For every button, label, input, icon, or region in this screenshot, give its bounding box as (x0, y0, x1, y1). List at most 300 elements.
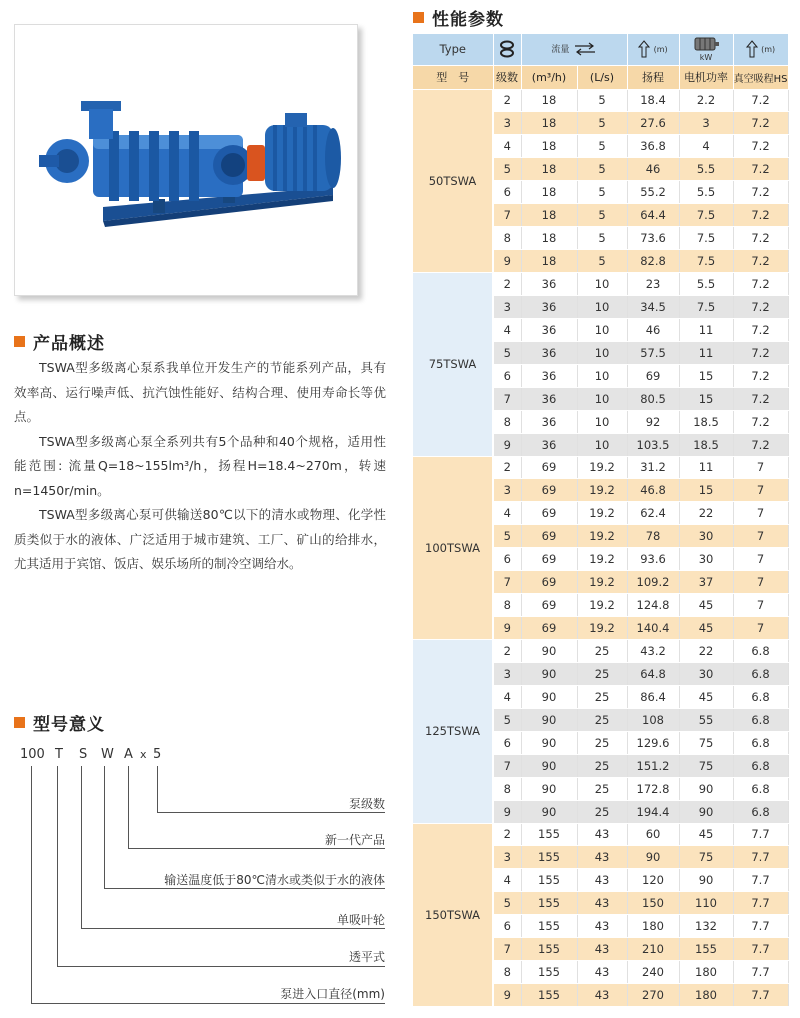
model-label: 输送温度低于80℃清水或类似于水的液体 (164, 873, 385, 887)
table-cell: 75 (679, 731, 733, 754)
code-part: 5 (153, 747, 162, 762)
table-cell: 2 (493, 640, 521, 663)
table-cell: 55.2 (627, 181, 679, 204)
motor-icon (692, 36, 720, 52)
table-cell: 7 (493, 938, 521, 961)
table-cell: 5 (493, 341, 521, 364)
table-cell: 43 (577, 846, 627, 869)
table-cell: 5 (577, 135, 627, 158)
table-cell: 7.7 (733, 869, 788, 892)
table-cell: 27.6 (627, 112, 679, 135)
table-cell: 43.2 (627, 640, 679, 663)
flow-arrows-icon (573, 41, 597, 57)
leader-line (81, 766, 82, 929)
table-cell: 25 (577, 708, 627, 731)
table-cell: 25 (577, 640, 627, 663)
table-cell: 18 (521, 89, 577, 112)
leader-line (128, 848, 385, 849)
table-cell: 124.8 (627, 594, 679, 617)
table-cell: 7.2 (733, 364, 788, 387)
table-cell: 18 (521, 158, 577, 181)
model-cell: 75TSWA (413, 273, 493, 457)
table-cell: 18 (521, 112, 577, 135)
table-cell: 7.2 (733, 341, 788, 364)
table-cell: 11 (679, 341, 733, 364)
table-cell: 25 (577, 800, 627, 823)
heading-marker-icon (413, 12, 424, 23)
leader-line (31, 1003, 385, 1004)
table-cell: 7.2 (733, 433, 788, 456)
table-cell: 80.5 (627, 387, 679, 410)
table-cell: 150 (627, 892, 679, 915)
table-row (413, 823, 788, 846)
table-cell: 55 (679, 708, 733, 731)
table-cell: 69 (521, 571, 577, 594)
table-cell: 18.5 (679, 410, 733, 433)
table-cell: 19.2 (577, 571, 627, 594)
table-cell: 6.8 (733, 731, 788, 754)
table-cell: 9 (493, 250, 521, 273)
table-cell: 7 (733, 594, 788, 617)
table-cell: 240 (627, 961, 679, 984)
table-cell: 8 (493, 961, 521, 984)
leader-line (81, 928, 385, 929)
table-cell: 46.8 (627, 479, 679, 502)
table-cell: 6 (493, 364, 521, 387)
table-cell: 2 (493, 823, 521, 846)
table-cell: 140.4 (627, 617, 679, 640)
code-part: x (140, 748, 147, 761)
table-cell: 7 (733, 502, 788, 525)
table-cell: 5 (577, 250, 627, 273)
table-cell: 7.7 (733, 938, 788, 961)
table-cell: 90 (521, 754, 577, 777)
table-cell: 3 (493, 112, 521, 135)
table-cell: 36 (521, 410, 577, 433)
leader-line (57, 766, 58, 967)
code-part: T (55, 747, 63, 762)
table-cell: 7.7 (733, 892, 788, 915)
table-cell: 18.5 (679, 433, 733, 456)
table-cell: 6 (493, 548, 521, 571)
table-cell: 82.8 (627, 250, 679, 273)
table-cell: 18 (521, 227, 577, 250)
table-cell: 43 (577, 915, 627, 938)
table-cell: 194.4 (627, 800, 679, 823)
table-cell: 69 (521, 456, 577, 479)
column-header: 型 号 (413, 65, 493, 89)
table-cell: 62.4 (627, 502, 679, 525)
table-cell: 155 (679, 938, 733, 961)
table-cell: 90 (679, 800, 733, 823)
table-cell: 22 (679, 640, 733, 663)
table-cell: 210 (627, 938, 679, 961)
table-cell: 36.8 (627, 135, 679, 158)
table-cell: 73.6 (627, 227, 679, 250)
table-cell: 90 (679, 869, 733, 892)
table-cell: 10 (577, 433, 627, 456)
table-cell: 5 (577, 181, 627, 204)
table-cell: 7 (493, 571, 521, 594)
table-cell: 90 (521, 685, 577, 708)
table-cell: 9 (493, 617, 521, 640)
table-cell: 19.2 (577, 548, 627, 571)
table-cell: 7 (733, 617, 788, 640)
table-cell: 90 (521, 662, 577, 685)
table-cell: 36 (521, 364, 577, 387)
table-cell: 7.7 (733, 915, 788, 938)
table-cell: 15 (679, 387, 733, 410)
table-cell: 155 (521, 892, 577, 915)
leader-line (104, 766, 105, 889)
table-cell: 2 (493, 273, 521, 296)
table-cell: 18 (521, 250, 577, 273)
table-cell: 25 (577, 777, 627, 800)
table-cell: 10 (577, 341, 627, 364)
table-cell: 11 (679, 318, 733, 341)
table-cell: 5 (493, 525, 521, 548)
performance-heading: 性能参数 (413, 5, 504, 30)
table-cell: 7.2 (733, 318, 788, 341)
table-cell: 2 (493, 89, 521, 112)
pump-illustration (33, 95, 343, 235)
table-cell: 69 (521, 479, 577, 502)
table-cell: 6 (493, 915, 521, 938)
table-cell: 90 (521, 777, 577, 800)
table-cell: 37 (679, 571, 733, 594)
table-cell: 9 (493, 800, 521, 823)
table-cell: 155 (521, 961, 577, 984)
overview-paragraph: TSWA型多级离心泵可供输送80℃以下的清水或物理、化学性质类似于水的液体、广泛适用于城市建筑、工厂、矿山的给排水，尤其适用于宾馆、饭店、娱乐场所的制冷空调给水。 (14, 507, 386, 571)
table-cell: 3 (493, 662, 521, 685)
table-cell: 7.2 (733, 112, 788, 135)
table-cell: 3 (679, 112, 733, 135)
column-header: 电机功率 (679, 65, 733, 89)
model-meaning-heading: 型号意义 (14, 710, 105, 735)
table-cell: 93.6 (627, 548, 679, 571)
table-cell: 30 (679, 662, 733, 685)
table-cell: 69 (521, 617, 577, 640)
table-cell: 6 (493, 181, 521, 204)
table-cell: 25 (577, 754, 627, 777)
table-cell: 6.8 (733, 800, 788, 823)
table-cell: 6.8 (733, 754, 788, 777)
table-cell: 11 (679, 456, 733, 479)
leader-line (104, 888, 385, 889)
table-cell: 69 (521, 502, 577, 525)
table-cell: 7.2 (733, 227, 788, 250)
table-cell: 6.8 (733, 777, 788, 800)
table-cell: 7.7 (733, 846, 788, 869)
table-cell: 7 (493, 387, 521, 410)
table-cell: 19.2 (577, 502, 627, 525)
table-cell: 10 (577, 318, 627, 341)
table-cell: 109.2 (627, 571, 679, 594)
table-cell: 43 (577, 869, 627, 892)
table-cell: 4 (493, 318, 521, 341)
table-cell: 108 (627, 708, 679, 731)
table-cell: 31.2 (627, 456, 679, 479)
table-cell: 9 (493, 433, 521, 456)
table-cell: 75 (679, 846, 733, 869)
table-cell: 129.6 (627, 731, 679, 754)
table-cell: 10 (577, 364, 627, 387)
table-cell: 5.5 (679, 273, 733, 296)
table-cell: 6.8 (733, 640, 788, 663)
table-cell: 30 (679, 525, 733, 548)
table-cell: 4 (493, 502, 521, 525)
table-cell: 4 (493, 135, 521, 158)
table-cell: 6 (493, 731, 521, 754)
table-cell: 36 (521, 318, 577, 341)
leader-line (157, 812, 385, 813)
model-label: 新一代产品 (324, 833, 385, 847)
table-cell: 57.5 (627, 341, 679, 364)
table-cell: 4 (493, 869, 521, 892)
table-row (413, 456, 788, 479)
table-cell: 8 (493, 410, 521, 433)
model-cell: 125TSWA (413, 640, 493, 824)
table-cell: 9 (493, 984, 521, 1007)
column-header: 真空吸程HS (733, 65, 788, 89)
table-cell: 7 (733, 456, 788, 479)
product-photo (14, 24, 358, 296)
table-cell: 172.8 (627, 777, 679, 800)
table-header-labels (413, 65, 788, 89)
table-cell: 7 (733, 525, 788, 548)
table-cell: 36 (521, 273, 577, 296)
table-cell: 18 (521, 181, 577, 204)
type-header: Type (413, 34, 493, 65)
table-cell: 15 (679, 364, 733, 387)
power-header: kW (679, 34, 733, 65)
table-cell: 18 (521, 204, 577, 227)
table-cell: 7.5 (679, 204, 733, 227)
table-cell: 92 (627, 410, 679, 433)
heading-marker-icon (14, 336, 25, 347)
model-label: 泵级数 (348, 797, 385, 811)
table-cell: 132 (679, 915, 733, 938)
table-cell: 22 (679, 502, 733, 525)
flow-header: 流量 (521, 34, 627, 65)
column-header: 扬程 (627, 65, 679, 89)
table-cell: 69 (521, 594, 577, 617)
table-cell: 4 (493, 685, 521, 708)
table-cell: 90 (521, 731, 577, 754)
table-cell: 7 (493, 204, 521, 227)
code-part: S (79, 747, 88, 762)
table-cell: 7.2 (733, 410, 788, 433)
model-label: 单吸叶轮 (336, 913, 385, 927)
table-cell: 36 (521, 295, 577, 318)
table-cell: 25 (577, 662, 627, 685)
table-cell: 180 (679, 984, 733, 1007)
table-cell: 270 (627, 984, 679, 1007)
overview-paragraph: TSWA型多级离心泵全系列共有5个品种和40个规格，适用性能范围: 流量Q=18~155lm³/h，扬程H=18.4~270m，转速n=1450r/min。 (14, 433, 386, 498)
table-cell: 25 (577, 731, 627, 754)
heading-marker-icon (14, 717, 25, 728)
table-cell: 90 (521, 640, 577, 663)
impeller-icon (499, 39, 515, 59)
table-cell: 7.5 (679, 227, 733, 250)
table-cell: 15 (679, 479, 733, 502)
table-cell: 18.4 (627, 89, 679, 112)
table-cell: 103.5 (627, 433, 679, 456)
up-arrow-icon (638, 40, 650, 58)
table-cell: 18 (521, 135, 577, 158)
table-cell: 5 (577, 227, 627, 250)
table-cell: 7.2 (733, 250, 788, 273)
table-cell: 7.2 (733, 204, 788, 227)
table-cell: 78 (627, 525, 679, 548)
table-cell: 75 (679, 754, 733, 777)
table-cell: 5 (577, 89, 627, 112)
model-cell: 100TSWA (413, 456, 493, 640)
table-cell: 10 (577, 410, 627, 433)
table-cell: 7.2 (733, 158, 788, 181)
table-cell: 6.8 (733, 662, 788, 685)
model-code (20, 747, 220, 765)
table-cell: 5 (577, 112, 627, 135)
leader-line (57, 966, 385, 967)
table-cell: 7.2 (733, 295, 788, 318)
table-cell: 36 (521, 433, 577, 456)
table-cell: 90 (521, 708, 577, 731)
table-cell: 5.5 (679, 158, 733, 181)
table-cell: 64.4 (627, 204, 679, 227)
table-cell: 3 (493, 295, 521, 318)
model-cell: 150TSWA (413, 823, 493, 1007)
leader-line (31, 766, 32, 1004)
table-cell: 34.5 (627, 295, 679, 318)
table-cell: 30 (679, 548, 733, 571)
table-cell: 43 (577, 892, 627, 915)
table-cell: 155 (521, 938, 577, 961)
table-cell: 45 (679, 823, 733, 846)
table-cell: 5 (577, 158, 627, 181)
code-part: W (101, 747, 114, 762)
table-cell: 155 (521, 846, 577, 869)
table-cell: 60 (627, 823, 679, 846)
table-cell: 155 (521, 915, 577, 938)
table-cell: 7.7 (733, 823, 788, 846)
code-part: A (124, 747, 133, 762)
table-cell: 7.7 (733, 984, 788, 1007)
table-cell: 45 (679, 617, 733, 640)
table-cell: 5 (493, 708, 521, 731)
table-cell: 7.2 (733, 387, 788, 410)
column-header: (m³/h) (521, 65, 577, 89)
table-cell: 19.2 (577, 479, 627, 502)
overview-paragraph: TSWA型多级离心泵系我单位开发生产的节能系列产品，具有效率高、运行噪声低、抗汽蚀性能好、结构合理、使用寿命长等优点。 (14, 360, 386, 424)
table-cell: 46 (627, 318, 679, 341)
table-cell: 155 (521, 869, 577, 892)
table-cell: 69 (627, 364, 679, 387)
table-cell: 90 (521, 800, 577, 823)
table-cell: 7 (733, 479, 788, 502)
table-cell: 7.2 (733, 181, 788, 204)
table-cell: 36 (521, 387, 577, 410)
table-cell: 6.8 (733, 685, 788, 708)
table-cell: 19.2 (577, 456, 627, 479)
table-cell: 7.7 (733, 961, 788, 984)
up-arrow-icon (746, 40, 758, 58)
table-cell: 8 (493, 594, 521, 617)
table-cell: 10 (577, 295, 627, 318)
table-cell: 43 (577, 961, 627, 984)
table-cell: 3 (493, 479, 521, 502)
model-cell: 50TSWA (413, 89, 493, 273)
table-cell: 19.2 (577, 525, 627, 548)
table-cell: 43 (577, 938, 627, 961)
table-cell: 69 (521, 548, 577, 571)
model-label: 泵进入口直径(mm) (280, 987, 385, 1001)
table-cell: 19.2 (577, 594, 627, 617)
table-cell: 86.4 (627, 685, 679, 708)
table-cell: 5 (577, 204, 627, 227)
table-cell: 43 (577, 984, 627, 1007)
suction-header: (m) (733, 34, 788, 65)
table-cell: 5.5 (679, 181, 733, 204)
overview-heading: 产品概述 (14, 329, 105, 354)
table-cell: 7 (733, 571, 788, 594)
table-cell: 7.5 (679, 250, 733, 273)
table-cell: 7.5 (679, 295, 733, 318)
table-cell: 46 (627, 158, 679, 181)
table-cell: 2.2 (679, 89, 733, 112)
model-label: 透平式 (348, 950, 385, 964)
table-row (413, 273, 788, 296)
table-cell: 180 (627, 915, 679, 938)
table-cell: 10 (577, 387, 627, 410)
head-header: (m) (627, 34, 679, 65)
table-cell: 10 (577, 273, 627, 296)
table-cell: 7.2 (733, 273, 788, 296)
stage-icon-cell (493, 34, 521, 65)
table-cell: 151.2 (627, 754, 679, 777)
table-cell: 7 (493, 754, 521, 777)
table-row (413, 89, 788, 112)
table-cell: 7 (733, 548, 788, 571)
table-cell: 90 (627, 846, 679, 869)
table-cell: 45 (679, 685, 733, 708)
table-cell: 8 (493, 777, 521, 800)
code-part: 100 (20, 747, 45, 762)
table-cell: 6.8 (733, 708, 788, 731)
table-cell: 64.8 (627, 662, 679, 685)
table-cell: 43 (577, 823, 627, 846)
table-cell: 4 (679, 135, 733, 158)
table-cell: 3 (493, 846, 521, 869)
table-cell: 90 (679, 777, 733, 800)
table-cell: 155 (521, 823, 577, 846)
table-cell: 8 (493, 227, 521, 250)
table-cell: 5 (493, 892, 521, 915)
column-header: (L/s) (577, 65, 627, 89)
table-cell: 69 (521, 525, 577, 548)
table-row (413, 640, 788, 663)
table-cell: 120 (627, 869, 679, 892)
overview-text (14, 356, 386, 577)
table-cell: 7.2 (733, 135, 788, 158)
table-cell: 180 (679, 961, 733, 984)
performance-table (413, 34, 789, 1007)
table-cell: 45 (679, 594, 733, 617)
table-cell: 36 (521, 341, 577, 364)
column-header: 级数 (493, 65, 521, 89)
table-cell: 110 (679, 892, 733, 915)
table-cell: 25 (577, 685, 627, 708)
